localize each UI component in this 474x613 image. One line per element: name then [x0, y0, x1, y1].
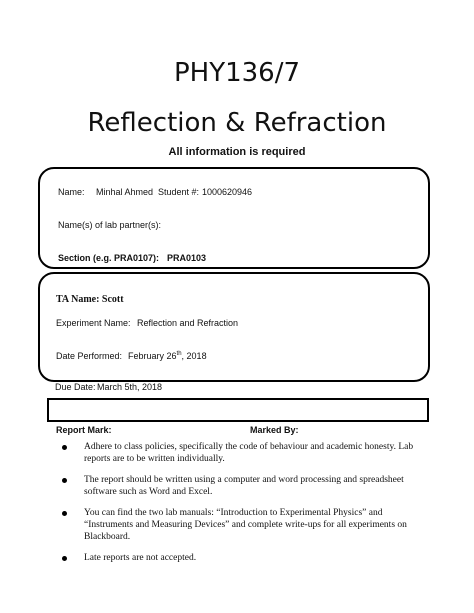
bullet-icon [62, 445, 67, 450]
course-code: PHY136/7 [173, 58, 301, 88]
ta-name-label: TA Name: Scott [56, 294, 124, 305]
experiment-name-label: Experiment Name: [56, 318, 131, 328]
list-item: Adhere to class policies, specifically the code of behaviour and academic honesty. Lab reports are to be written individually. [58, 441, 418, 465]
page-subtitle: All information is required [168, 146, 306, 158]
list-item: The report should be written using a computer and word processing and spreadsheet software such as Word and Excel. [58, 474, 418, 498]
bullet-icon [62, 511, 67, 516]
student-info-box [38, 167, 430, 269]
due-date-value: March 5th, 2018 [97, 382, 163, 392]
page-title: Reflection & Refraction [87, 108, 387, 138]
bullet-icon [62, 478, 67, 483]
report-mark-box [47, 398, 429, 422]
name-value: Minhal Ahmed [96, 187, 154, 197]
list-item: Late reports are not accepted. [58, 552, 418, 564]
marked-by-label: Marked By: [250, 425, 299, 435]
lab-partners-label: Name(s) of lab partner(s): [58, 220, 162, 230]
report-mark-label: Report Mark: [56, 425, 112, 435]
date-performed-label: Date Performed: [56, 351, 123, 361]
date-performed-value: February 26th, 2018 [128, 351, 207, 361]
ta-info-box [38, 272, 430, 382]
student-number-label: Student #: [158, 187, 200, 197]
section-label: Section (e.g. PRA0107): [58, 253, 160, 263]
student-number-value: 1000620946 [202, 187, 253, 197]
list-item: You can find the two lab manuals: “Introduction to Experimental Physics” and “Instruments and Measuring Devices” and complete write-ups for all experiments on Blackboard. [58, 507, 418, 543]
section-value: PRA0103 [167, 253, 207, 263]
instructions-list [58, 441, 418, 573]
experiment-name-value: Reflection and Refraction [137, 318, 239, 328]
bullet-icon [62, 556, 67, 561]
name-label: Name: [58, 187, 85, 197]
due-date-label: Due Date: [55, 382, 96, 392]
